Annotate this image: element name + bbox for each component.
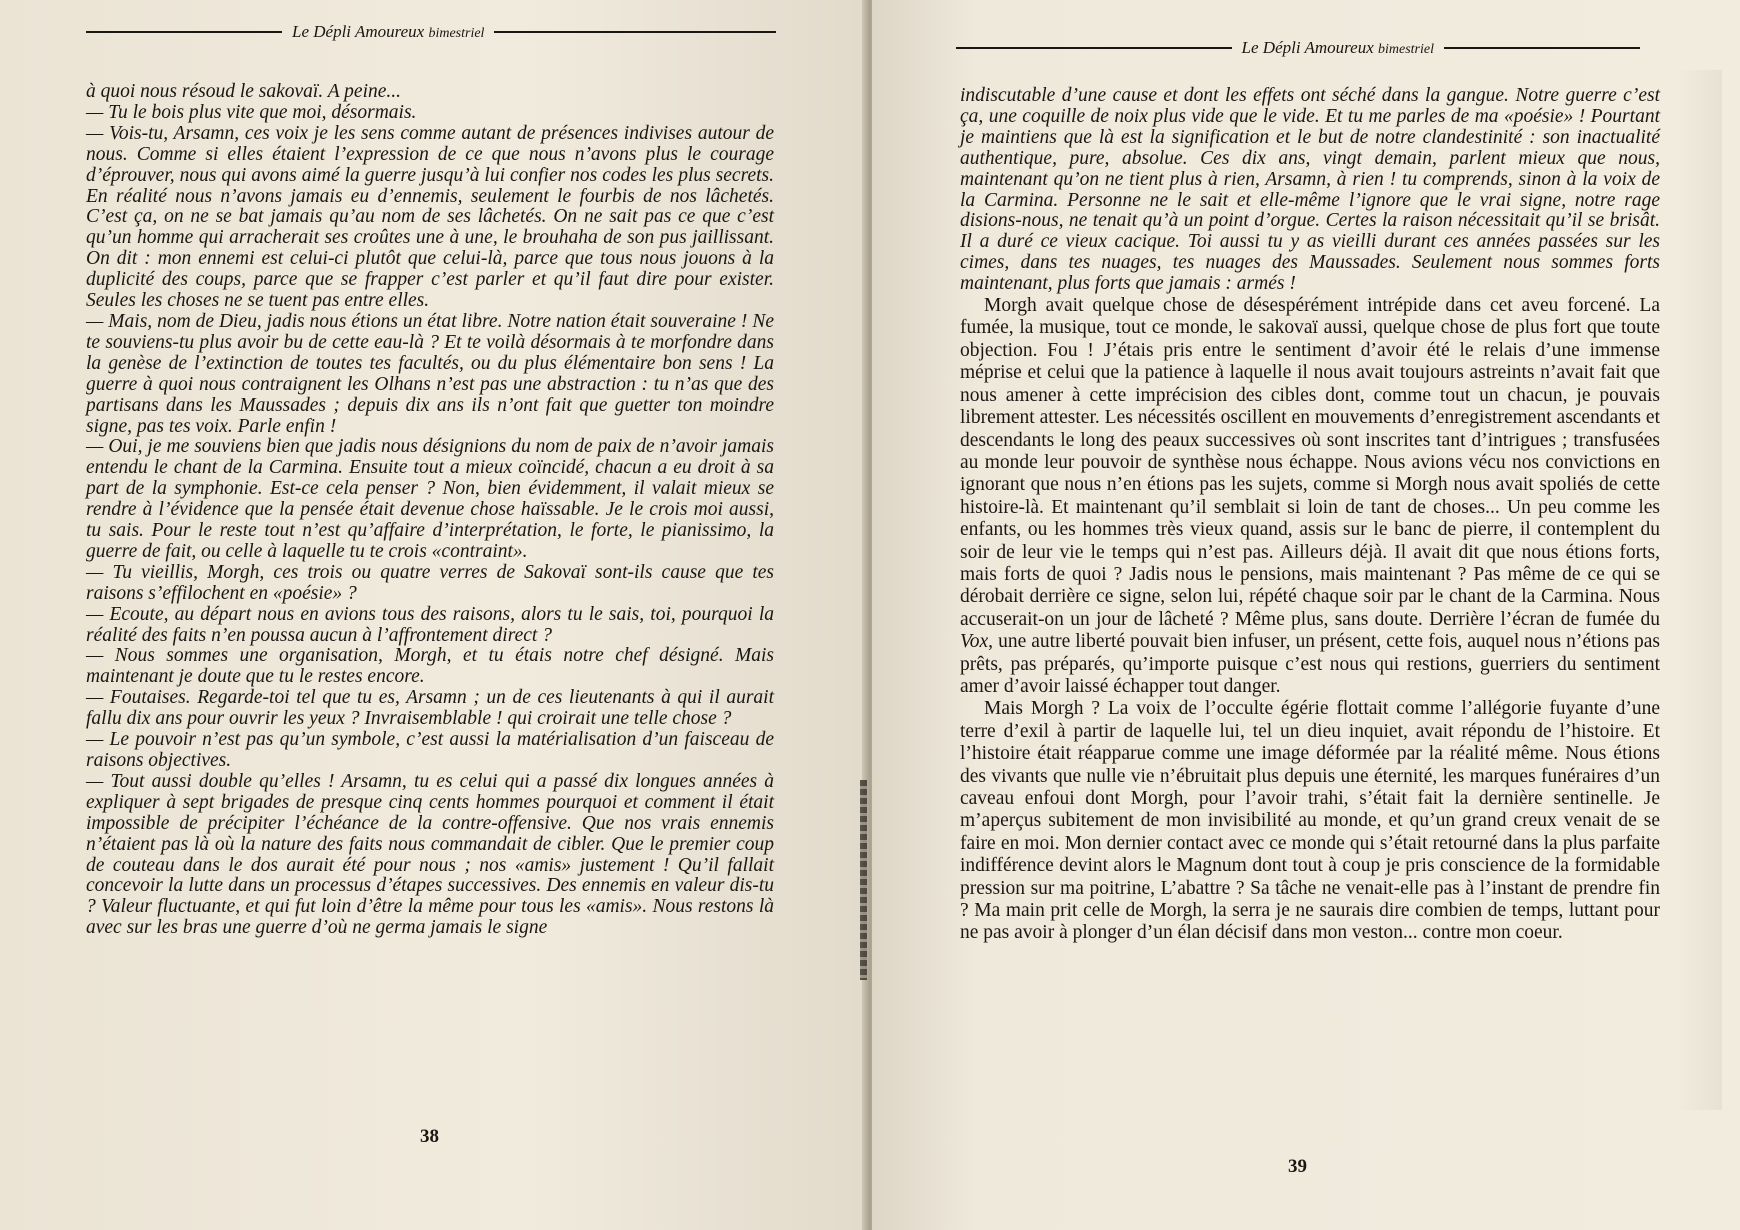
left-page bbox=[0, 0, 868, 1230]
page-number: 39 bbox=[1288, 1156, 1307, 1177]
vox-title: Vox bbox=[960, 631, 989, 653]
running-head-title bbox=[1232, 38, 1444, 58]
journal-name: Le Dépli Amoureux bbox=[292, 22, 425, 41]
paragraph: — Oui, je me souviens bien que jadis nous désignions du nom de paix de n’avoir jamais entendu le chant de la Carmina. Ensuite tout a mieux coïncidé, chacun a eu droit à sa part de la symphonie. Est-ce cela penser ? Non, bien évidemment, il valait mieux se rendre à l’évidence que la pensée était devenue chose haïssable. Je le crois moi aussi, tu sais. Pour le reste tout n’est qu’affaire d’interprétation, le forte, le pianissimo, la guerre de fait, ou celle à laquelle tu te crois «contraint». bbox=[86, 436, 774, 562]
paragraph: — Le pouvoir n’est pas qu’un symbole, c’est aussi la matérialisation d’un faisceau de raisons objectives. bbox=[86, 729, 774, 771]
spine-mark bbox=[860, 780, 867, 980]
running-head bbox=[956, 38, 1640, 58]
paragraph: — Nous sommes une organisation, Morgh, et tu étais notre chef désigné. Mais maintenant je doute que tu le restes encore. bbox=[86, 645, 774, 688]
page-shadow bbox=[1678, 70, 1722, 1110]
header-rule bbox=[1444, 47, 1640, 49]
journal-frequency: bimestriel bbox=[428, 26, 485, 41]
paragraph: — Tu le bois plus vite que moi, désormais. bbox=[86, 101, 417, 123]
paragraph: — Tu vieillis, Morgh, ces trois ou quatre verres de Sakovaï sont-ils cause que tes raisons s’effilochent en «poésie» ? bbox=[86, 561, 774, 604]
journal-name: Le Dépli Amoureux bbox=[1241, 38, 1374, 57]
header-rule bbox=[86, 31, 282, 33]
paragraph-part: Morgh avait quelque chose de désespérément intrépide dans cet aveu forcené. La fumée, la musique, tout ce monde, le sakovaï aussi, quelque chose de plus fort que toute objection. Fou ! J’étais pris entre le sentiment d’avoir été le relais d’une immense méprise et celui que la patience à laquelle il nous avait toujours astreints n’avait fait que nous amener à cette imprécision des cibles dont, comme tout un chacun, je pouvais librement attester. Les nécessités oscillent en mouvements d’enregistrement ascendants et descendants le long des peaux successives où sont inscrites tant d’intrigues ; transfusées au monde leur pouvoir de synthèse nous échappe. Nous avions vécu nos convictions en ignorant que nous n’en étions pas les sujets, comme si Morgh nous avait spoliés de cette histoire-là. Et maintenant qu’il semblait si loin de tant de choses... Un peu comme les enfants, ou les hommes très vieux quand, assis sur le banc de pierre, il contemplent du soir de leur vie le temps qui n’est pas. Ailleurs déjà. Il avait dit que nous étions forts, mais forts de quoi ? Jadis nous le pensions, mais maintenant ? Pas même de ce qui se dérobait derrière ce signe, selon lui, répété chaque soir par le chant de la Carmina. Nous accuserait-on un jour de lâcheté ? Même plus, sans doute. Derrière l’écran de fumée du bbox=[960, 295, 1660, 630]
paragraph: — Vois-tu, Arsamn, ces voix je les sens comme autant de présences indivises autour de nous. Comme si elles étaient l’expression de ce que nous n’avons plus le courage d’éprouver, nous qui avons aimé la guerre jusqu’à lui confier nos codes les plus secrets. En réalité nous n’avons jamais eu d’ennemis, seulement le fourbis de nos lâchetés. C’est ça, on ne se bat jamais qu’au nom de ses lâchetés. On ne sait pas ce que c’est qu’un homme qui arracherait ses croûtes une à une, le brouhaha de son pus jaillissant. On dit : mon ennemi est celui-ci plutôt que celui-là, parce que tous nous jouons à la duplicité des coups, parce que se frapper c’est parler et qu’il faut dire pour exister. Seules les choses ne se tuent pas entre elles. bbox=[86, 122, 774, 312]
page-number: 38 bbox=[420, 1126, 439, 1147]
paragraph-part: , une autre liberté pouvait bien infuser, un présent, cette fois, auquel nous n’étions pas prêts, pas préparés, qu’importe puisque c’est nous qui restions, guerriers du sentiment amer d’avoir laissé échapper tout danger. bbox=[960, 631, 1660, 697]
journal-frequency: bimestriel bbox=[1378, 42, 1434, 57]
right-body-text bbox=[960, 86, 1660, 945]
right-page bbox=[872, 0, 1740, 1230]
paragraph: Mais Morgh ? La voix de l’occulte égérie flottait comme l’allégorie fuyante d’une terre d’exil à partir de laquelle lui, tel un dieu inquiet, avait répondu de l’histoire. Et l’histoire était réapparue comme une image déformée par la réalité même. Nous étions des vivants que nulle vie n’ébruitait plus depuis une éternité, les marques funéraires d’un caveau enfoui dont Morgh, pour l’avoir trahi, s’était fait la dernière sentinelle. Je m’aperçus subitement de mon invisibilité au monde, et qu’un grand creux venait de se faire en moi. Mon dernier contact avec ce monde qui s’était retourné dans la plus parfaite indifférence devint alors le Magnum dont tout à coup je pris conscience de la formidable pression sur ma poitrine, L’abattre ? Sa tâche ne venait-elle pas à l’instant de prendre fin ? Ma main prit celle de Morgh, la serra je ne saurais dire combien de temps, luttant pour ne pas avoir à plonger d’un élan décisif dans mon veston... contre mon coeur. bbox=[960, 698, 1660, 944]
paragraph: — Foutaises. Regarde-toi tel que tu es, Arsamn ; un de ces lieutenants à qui il aurait fallu dix ans pour ouvrir les yeux ? Invraisemblable ! qui croirait une telle chose ? bbox=[86, 687, 774, 730]
running-head bbox=[86, 22, 776, 42]
paragraph: — Ecoute, au départ nous en avions tous des raisons, alors tu le sais, toi, pourquoi la réalité des faits n’en poussa aucun à l’affrontement direct ? bbox=[86, 603, 774, 646]
header-rule bbox=[956, 47, 1232, 49]
paragraph: — Mais, nom de Dieu, jadis nous étions un état libre. Notre nation était souveraine ! Ne te souviens-tu plus avoir bu de cette eau-là ? Et te voilà désormais à te morfondre dans la genèse de l’extinction de toutes tes facultés, ou du plus élémentaire bon sens ! La guerre à quoi nous contraignent les Olhans n’est pas une abstraction : tu n’as que des partisans dans les Maussades ; depuis dix ans ils n’ont fait que guetter ton moindre signe, pas tes voix. Parle enfin ! bbox=[86, 310, 774, 437]
paragraph: indiscutable d’une cause et dont les effets ont séché dans la gangue. Notre guerre c’est ça, une coquille de noix plus vide que le vide. Et tu me parles de ma «poésie» ! Pourtant je maintiens que là est la signification et le but de notre clandestinité : son inactualité authentique, pure, absolue. Ces dix ans, vingt demain, parlent mieux que nous, maintenant qu’on ne tient plus à rien, Arsamn, à rien ! tu comprends, sinon à la voix de la Carmina. Personne ne le sait et elle-même l’ignore que le vrai signe, notre rage disions-nous, ne tenait qu’à un point d’orgue. Certes la raison nécessitait qu’il se brisât. Il a duré ce vieux cacique. Toi aussi tu y as vieilli durant ces années passées sur les cimes, dans tes nuages, tes nuages des Maussades. Seulement nous sommes forts maintenant, plus forts que jamais : armés ! bbox=[960, 85, 1660, 295]
running-head-title bbox=[282, 22, 494, 42]
header-rule bbox=[494, 31, 776, 33]
paragraph: — Tout aussi double qu’elles ! Arsamn, tu es celui qui a passé dix longues années à expliquer à sept brigades de presque cinq cents hommes pourquoi et comment il était impossible de précipiter l’échéance de la contre-offensive. Que nos vrais ennemis n’étaient pas là où la nature des faits nous commandait de cibler. Que le premier coup de couteau dans le dos aurait été pour nous ; nos «amis» justement ! Qu’il fallait concevoir la lutte dans un processus d’étapes successives. Des ennemis en valeur dis-tu ? Valeur fluctuante, et qui fut loin d’être la même pour tous les «amis». Nous restons là avec sur les bras une guerre d’où ne germa jamais le signe bbox=[86, 770, 774, 939]
left-body-text bbox=[86, 82, 774, 939]
paragraph: à quoi nous résoud le sakovaï. A peine... bbox=[86, 81, 402, 102]
paragraph bbox=[960, 295, 1660, 698]
